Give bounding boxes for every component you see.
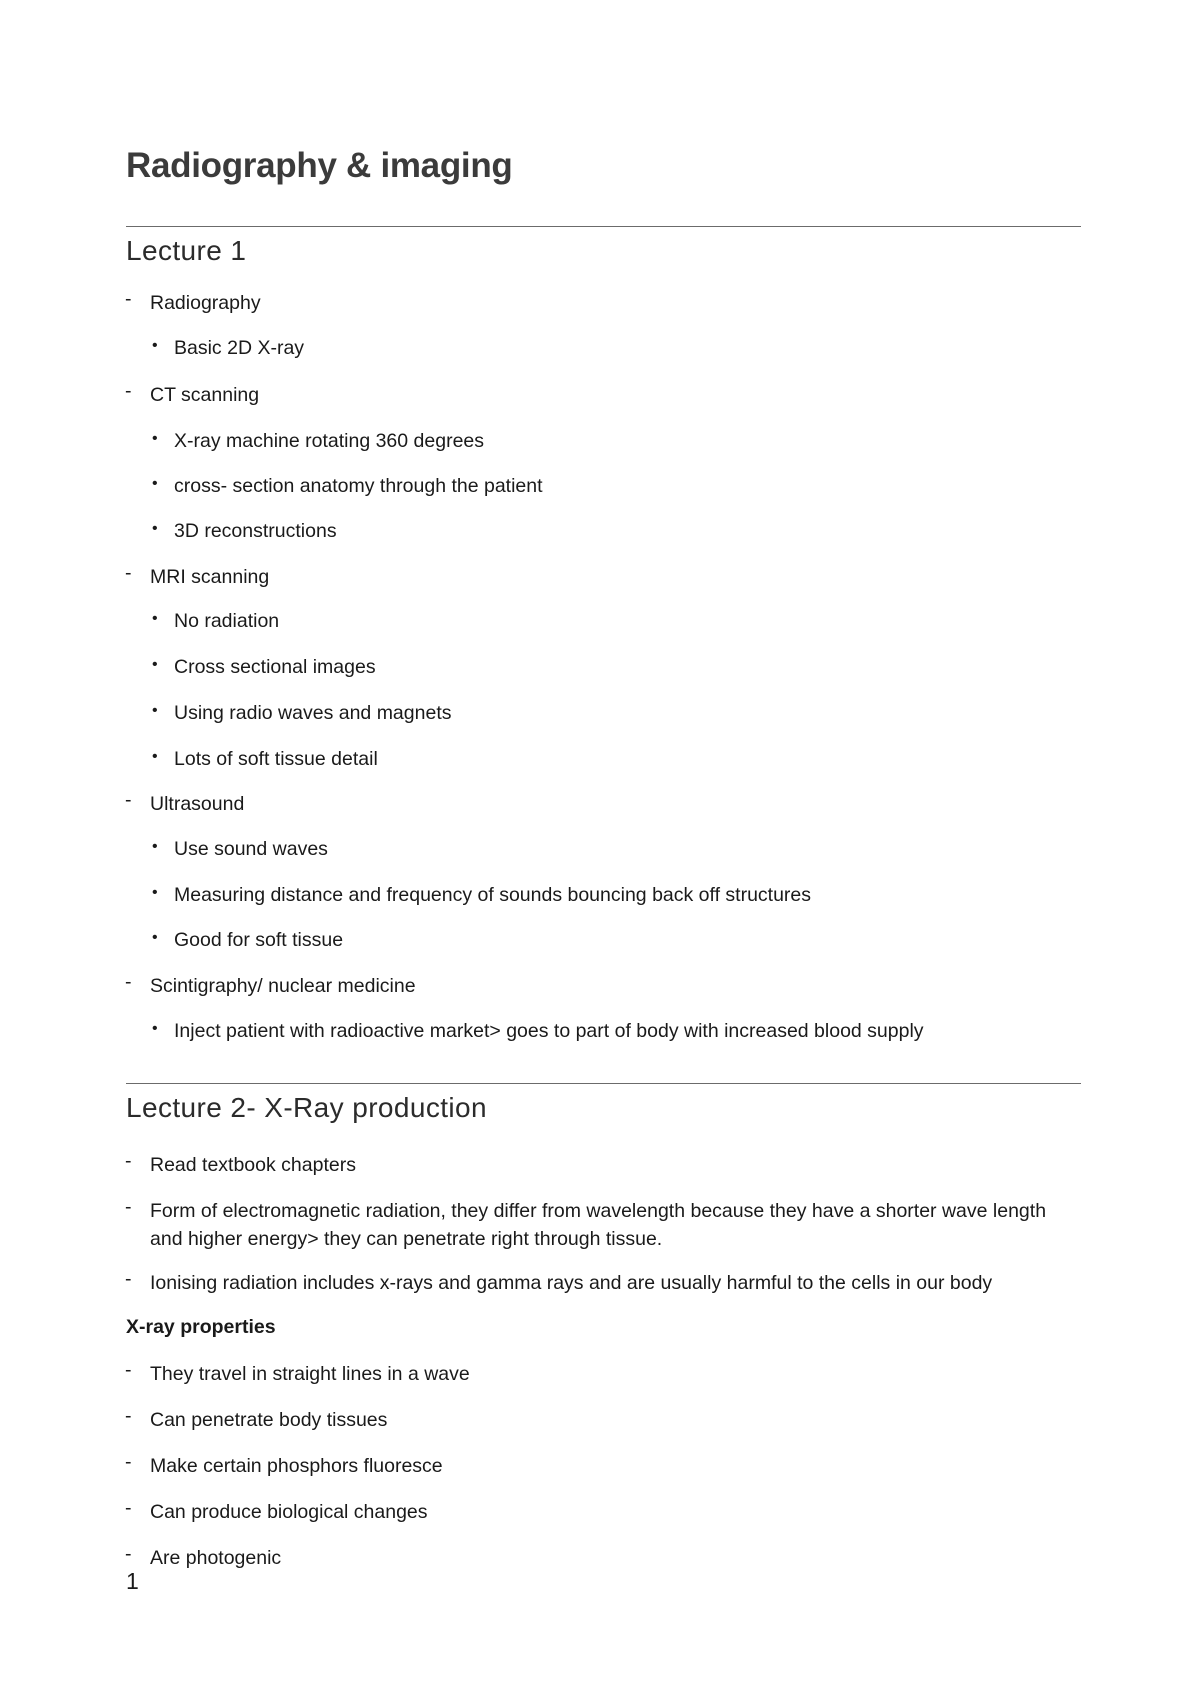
- list-item: 3D reconstructions: [174, 520, 337, 542]
- bullet-marker: •: [152, 884, 158, 901]
- list-item: X-ray machine rotating 360 degrees: [174, 430, 485, 452]
- list-item: Form of electromagnetic radiation, they differ from wavelength because they have a shorter wave length and higher energy> they can penetrate right through tissue.: [150, 1200, 1047, 1250]
- list-item: cross- section anatomy through the patient: [174, 475, 543, 497]
- document-title: Radiography & imaging: [126, 146, 513, 185]
- bullet-marker: •: [152, 337, 158, 354]
- bullet-marker: •: [152, 430, 158, 447]
- bullet-marker: •: [152, 838, 158, 855]
- list-item: Ionising radiation includes x-rays and gamma rays and are usually harmful to the cells in our body: [150, 1272, 993, 1294]
- list-item: CT scanning: [150, 384, 260, 406]
- list-item: Can produce biological changes: [150, 1501, 428, 1523]
- list-item: Use sound waves: [174, 838, 328, 860]
- list-item: Inject patient with radioactive market> goes to part of body with increased blood supply: [174, 1020, 924, 1042]
- dash-marker: -: [125, 1359, 132, 1381]
- list-item: Make certain phosphors fluoresce: [150, 1455, 443, 1477]
- dash-marker: -: [125, 288, 132, 310]
- dash-marker: -: [125, 1543, 132, 1565]
- list-item: Can penetrate body tissues: [150, 1409, 388, 1431]
- dash-marker: -: [125, 971, 132, 993]
- dash-marker: -: [125, 1268, 132, 1290]
- list-item: Lots of soft tissue detail: [174, 748, 378, 770]
- list-item: Good for soft tissue: [174, 929, 344, 951]
- list-item: Using radio waves and magnets: [174, 702, 452, 724]
- dash-marker: -: [125, 1150, 132, 1172]
- bullet-marker: •: [152, 929, 158, 946]
- bullet-marker: •: [152, 610, 158, 627]
- dash-marker: -: [125, 1497, 132, 1519]
- list-item: Radiography: [150, 292, 261, 314]
- section-divider: [126, 226, 1081, 227]
- bullet-marker: •: [152, 520, 158, 537]
- page-number: 1: [126, 1568, 139, 1594]
- bullet-marker: •: [152, 1020, 158, 1037]
- list-item: No radiation: [174, 610, 280, 632]
- dash-marker: -: [125, 1196, 132, 1218]
- list-item: They travel in straight lines in a wave: [150, 1363, 470, 1385]
- list-item: Measuring distance and frequency of sounds bouncing back off structures: [174, 884, 812, 906]
- list-item: Ultrasound: [150, 793, 245, 815]
- dash-marker: -: [125, 1405, 132, 1427]
- dash-marker: -: [125, 562, 132, 584]
- bullet-marker: •: [152, 748, 158, 765]
- list-item: MRI scanning: [150, 566, 270, 588]
- list-item: Read textbook chapters: [150, 1154, 356, 1176]
- bullet-marker: •: [152, 702, 158, 719]
- lecture-1-heading: Lecture 1: [126, 235, 247, 266]
- lecture-2-heading: Lecture 2- X-Ray production: [126, 1092, 487, 1123]
- bullet-marker: •: [152, 656, 158, 673]
- section-divider: [126, 1083, 1081, 1084]
- list-item: Are photogenic: [150, 1547, 282, 1569]
- x-ray-properties-heading: X-ray properties: [126, 1316, 276, 1338]
- dash-marker: -: [125, 789, 132, 811]
- list-item: Cross sectional images: [174, 656, 376, 678]
- dash-marker: -: [125, 380, 132, 402]
- dash-marker: -: [125, 1451, 132, 1473]
- list-item: Basic 2D X-ray: [174, 337, 305, 359]
- list-item: Scintigraphy/ nuclear medicine: [150, 975, 416, 997]
- bullet-marker: •: [152, 475, 158, 492]
